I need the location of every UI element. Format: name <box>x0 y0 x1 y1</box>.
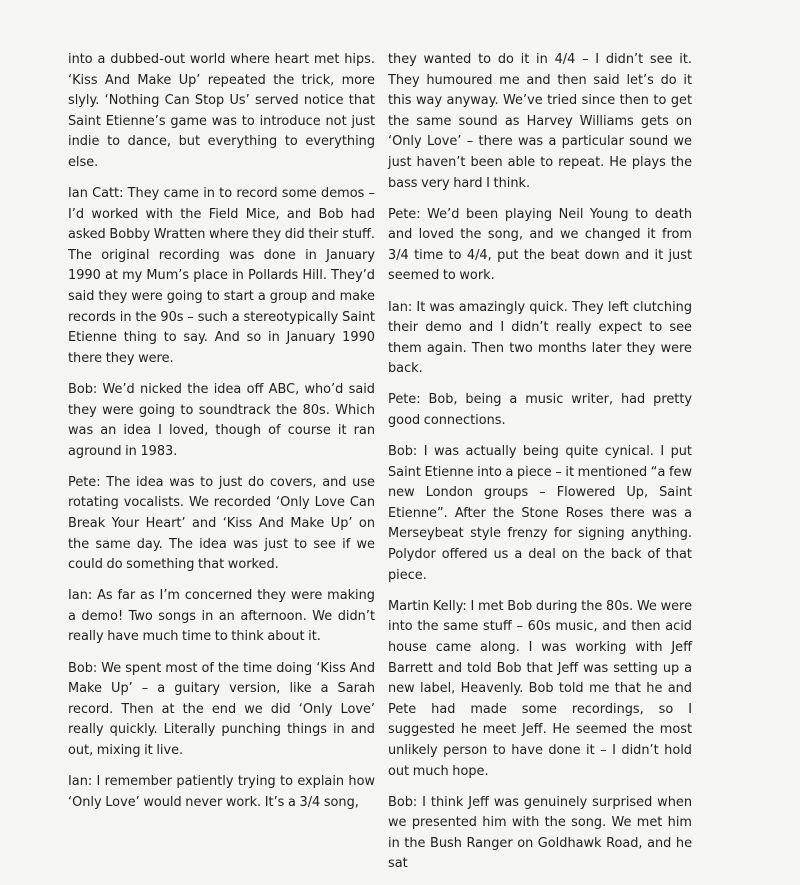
paragraph: Martin Kelly: I met Bob during the 80s. We were into the same stuff – 60s music, and then acid house came along. I was working with Jeff Barrett and told Bob that Jeff was setting up a new label, Heavenly. Bob told me that he and Pete had made some recordings, so I suggested he meet Jeff. He seemed the most unlikely person to have done it – I didn’t hold out much hope. <box>388 598 692 779</box>
paragraph: Pete: Bob, being a music writer, had pretty good connections. <box>388 392 692 428</box>
paragraph: Pete: We’d been playing Neil Young to death and loved the song, and we changed it from 3/4 time to 4/4, put the beat down and it just seemed to work. <box>388 206 692 284</box>
paragraph: Ian: As far as I’m concerned they were making a demo! Two songs in an afternoon. We didn’t really have much time to think about it. <box>68 588 375 645</box>
paragraph: Bob: We spent most of the time doing ‘Kiss And Make Up’ – a guitary version, like a Sarah record. Then at the end we did ‘Only Love’ really quickly. Literally punching things in and out, mixing it live. <box>68 660 375 758</box>
left-text-column <box>68 50 375 824</box>
paragraph: Ian Catt: They came in to record some demos – I’d worked with the Field Mice, and Bob had asked Bobby Wratten where they did their stuff. The original recording was done in January 1990 at my Mum’s place in Pollards Hill. They’d said they were going to start a group and make records in the 90s – such a stereotypically Saint Etienne thing to say. And so in January 1990 there they were. <box>68 186 375 366</box>
paragraph: Ian: I remember patiently trying to explain how ‘Only Love’ would never work. It’s a 3/4 song, <box>68 774 375 810</box>
paragraph: Pete: The idea was to just do covers, and use rotating vocalists. We recorded ‘Only Love Can Break Your Heart’ and ‘Kiss And Make Up’ on the same day. The idea was just to see if we could do something that worked. <box>68 474 375 573</box>
paragraph: Bob: We’d nicked the idea off ABC, who’d said they were going to soundtrack the 80s. Which was an idea I loved, though of course it ran aground in 1983. <box>68 381 375 459</box>
paragraph: Bob: I was actually being quite cynical. I put Saint Etienne into a piece – it mentioned “a few new London groups – Flowered Up, Saint Etienne”. After the Stone Roses there was a Merseybeat style frenzy for signing anything. Polydor offered us a deal on the back of that piece. <box>388 444 692 583</box>
paragraph: Ian: It was amazingly quick. They left clutching their demo and I didn’t really expect to see them again. Then two months later they were back. <box>388 299 692 377</box>
paragraph: Bob: I think Jeff was genuinely surprised when we presented him with the song. We met him in the Bush Ranger on Goldhawk Road, and he sat <box>388 794 692 872</box>
paragraph: they wanted to do it in 4/4 – I didn’t see it. They humoured me and then said let’s do it this way anyway. We’ve tried since then to get the same sound as Harvey Williams gets on ‘Only Love’ – there was a particular sound we just haven’t been able to repeat. He plays the bass very hard I think. <box>388 52 692 191</box>
right-text-column <box>388 50 692 885</box>
paragraph: into a dubbed-out world where heart met hips. ‘Kiss And Make Up’ repeated the trick, more slyly. ‘Nothing Can Stop Us’ served notice that Saint Etienne’s game was to introduce not just indie to dance, but everything to everything else. <box>68 52 375 170</box>
